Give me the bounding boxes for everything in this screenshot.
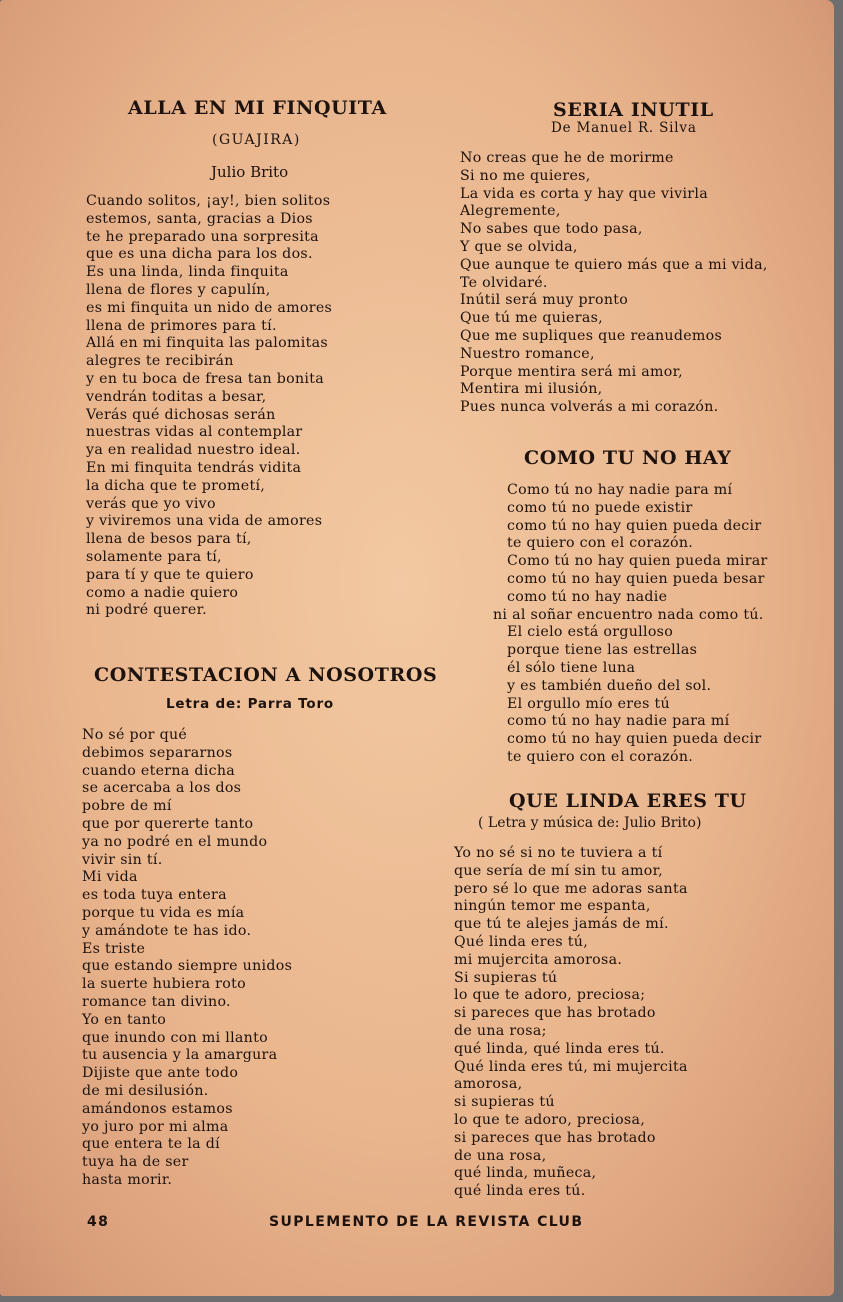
lyric-line: Como tú no hay quien pueda mirar bbox=[507, 553, 768, 570]
song-title-contestacion-a-nosotros: CONTESTACION A NOSOTROS bbox=[94, 664, 438, 686]
lyric-line: te quiero con el corazón. bbox=[507, 535, 694, 552]
lyric-line: Es una linda, linda finquita bbox=[86, 264, 289, 281]
lyric-line: que tú te alejes jamás de mí. bbox=[454, 916, 669, 933]
lyric-line: si pareces que has brotado bbox=[454, 1129, 656, 1146]
lyric-line: si pareces que has brotado bbox=[454, 1005, 656, 1022]
lyric-line: que sería de mí sin tu amor, bbox=[454, 862, 663, 879]
lyric-line: Que tú me quieras, bbox=[460, 310, 603, 327]
lyric-line: él sólo tiene luna bbox=[507, 659, 636, 676]
song-author: De Manuel R. Silva bbox=[551, 120, 697, 136]
lyric-line: y es también dueño del sol. bbox=[507, 677, 712, 694]
lyric-line: qué linda, muñeca, bbox=[454, 1165, 597, 1182]
song-lyrics bbox=[454, 845, 688, 1201]
lyric-line: ningún temor me espanta, bbox=[454, 898, 651, 915]
lyric-line: Mi vida bbox=[82, 869, 138, 886]
lyric-line: debimos separarnos bbox=[82, 744, 233, 761]
lyric-line: de una rosa; bbox=[454, 1022, 547, 1039]
lyric-line: la dicha que te prometí, bbox=[86, 477, 266, 494]
song-author: ( Letra y música de: Julio Brito) bbox=[478, 815, 702, 831]
lyric-line: que estando siempre unidos bbox=[82, 958, 293, 975]
lyric-line: Es triste bbox=[82, 940, 146, 957]
lyric-line: como tú no hay quien pueda decir bbox=[507, 731, 762, 748]
lyric-line: ya no podré en el mundo bbox=[82, 833, 268, 850]
lyric-line: ya en realidad nuestro ideal. bbox=[86, 442, 301, 459]
lyric-line: Pues nunca volverás a mi corazón. bbox=[460, 399, 719, 416]
lyric-line: te he preparado una sorpresita bbox=[86, 228, 319, 245]
lyric-line: Te olvidaré. bbox=[460, 274, 548, 291]
lyric-line: Verás qué dichosas serán bbox=[86, 406, 276, 423]
lyric-line: lo que te adoro, preciosa; bbox=[454, 987, 646, 1004]
lyric-line: ni podré querer. bbox=[86, 602, 207, 619]
lyric-line: que por quererte tanto bbox=[82, 815, 254, 832]
page-number: 48 bbox=[87, 1214, 110, 1230]
lyric-line: lo que te adoro, preciosa, bbox=[454, 1111, 646, 1128]
song-author: Letra de: Parra Toro bbox=[166, 696, 334, 712]
lyric-line: tu ausencia y la amargura bbox=[82, 1047, 278, 1064]
lyric-line: No creas que he de morirme bbox=[460, 150, 674, 166]
lyric-line: ni al soñar encuentro nada como tú. bbox=[493, 606, 764, 623]
lyric-line: Y que se olvida, bbox=[460, 238, 578, 255]
lyric-line: de una rosa, bbox=[454, 1147, 547, 1164]
lyric-line: solamente para tí, bbox=[86, 548, 222, 565]
song-lyrics bbox=[460, 150, 768, 417]
lyric-line: alegres te recibirán bbox=[86, 353, 234, 370]
lyric-line: nuestras vidas al contemplar bbox=[86, 424, 303, 441]
lyric-line: qué linda, qué linda eres tú. bbox=[454, 1040, 665, 1057]
lyric-line: como tú no hay nadie bbox=[507, 588, 668, 605]
lyric-line: Qué linda eres tú, mi mujercita bbox=[454, 1058, 688, 1075]
lyric-line: te quiero con el corazón. bbox=[507, 748, 694, 765]
lyric-line: Como tú no hay nadie para mí bbox=[507, 482, 733, 498]
lyric-line: llena de besos para tí, bbox=[86, 531, 252, 548]
lyric-line: amorosa, bbox=[454, 1076, 523, 1093]
lyric-line: como tú no hay quien pueda besar bbox=[507, 570, 765, 587]
song-title-alla-en-mi-finquita: ALLA EN MI FINQUITA bbox=[128, 97, 387, 119]
lyric-line: hasta morir. bbox=[82, 1171, 173, 1188]
song-title-como-tu-no-hay: COMO TU NO HAY bbox=[524, 447, 732, 469]
lyric-line: verás que yo vivo bbox=[86, 495, 216, 512]
lyric-line: que entera te la dí bbox=[82, 1136, 220, 1153]
lyric-line: No sé por qué bbox=[82, 727, 188, 743]
song-lyrics bbox=[82, 727, 292, 1190]
lyric-line: llena de flores y capulín, bbox=[86, 281, 271, 298]
lyric-line: si supieras tú bbox=[454, 1094, 555, 1111]
lyric-line: vendrán toditas a besar, bbox=[86, 388, 267, 405]
lyric-line: porque tu vida es mía bbox=[82, 904, 245, 921]
lyric-line: romance tan divino. bbox=[82, 993, 231, 1010]
lyric-line: como a nadie quiero bbox=[86, 584, 239, 601]
lyric-line: En mi finquita tendrás vidita bbox=[86, 459, 302, 476]
lyric-line: amándonos estamos bbox=[82, 1100, 233, 1117]
lyric-line: vivir sin tí. bbox=[82, 851, 163, 868]
song-author: Julio Brito bbox=[211, 163, 289, 181]
lyric-line: Que me supliques que reanudemos bbox=[460, 327, 723, 344]
lyric-line: llena de primores para tí. bbox=[86, 317, 277, 334]
lyric-line: porque tiene las estrellas bbox=[507, 642, 698, 659]
lyric-line: Que aunque te quiero más que a mi vida, bbox=[460, 256, 768, 273]
lyric-line: yo juro por mi alma bbox=[82, 1118, 229, 1135]
lyric-line: y amándote te has ido. bbox=[82, 922, 252, 939]
lyric-line: Yo no sé si no te tuviera a tí bbox=[454, 845, 663, 861]
lyric-line: como tú no hay nadie para mí bbox=[507, 713, 730, 730]
lyric-line: cuando eterna dicha bbox=[82, 762, 236, 779]
lyric-line: Yo en tanto bbox=[82, 1011, 167, 1028]
lyric-line: se acercaba a los dos bbox=[82, 780, 242, 797]
lyric-line: de mi desilusión. bbox=[82, 1082, 209, 1099]
lyric-line: Dijiste que ante todo bbox=[82, 1065, 239, 1082]
lyric-line: Allá en mi finquita las palomitas bbox=[86, 335, 328, 352]
lyric-line: que es una dicha para los dos. bbox=[86, 246, 313, 263]
lyric-line: Qué linda eres tú, bbox=[454, 933, 589, 950]
lyric-line: No sabes que todo pasa, bbox=[460, 221, 643, 238]
lyric-line: Nuestro romance, bbox=[460, 345, 595, 362]
lyric-line: la suerte hubiera roto bbox=[82, 976, 246, 993]
lyric-line: Porque mentira será mi amor, bbox=[460, 363, 683, 380]
lyric-line: Si no me quieres, bbox=[460, 167, 591, 184]
song-lyrics bbox=[493, 482, 768, 767]
lyric-line: y viviremos una vida de amores bbox=[86, 513, 323, 530]
song-lyrics bbox=[86, 193, 332, 620]
lyric-line: Cuando solitos, ¡ay!, bien solitos bbox=[86, 193, 331, 209]
lyric-line: Inútil será muy pronto bbox=[460, 292, 629, 309]
lyric-line: La vida es corta y hay que vivirla bbox=[460, 185, 708, 202]
lyric-line: para tí y que te quiero bbox=[86, 566, 254, 583]
song-title-que-linda-eres-tu: QUE LINDA ERES TU bbox=[509, 790, 747, 812]
lyric-line: como tú no hay quien pueda decir bbox=[507, 517, 762, 534]
publication-footer: SUPLEMENTO DE LA REVISTA CLUB bbox=[269, 1214, 584, 1230]
lyric-line: y en tu boca de fresa tan bonita bbox=[86, 370, 324, 387]
lyric-line: es mi finquita un nido de amores bbox=[86, 299, 333, 316]
lyric-line: Alegremente, bbox=[460, 203, 561, 220]
lyric-line: Mentira mi ilusión, bbox=[460, 381, 603, 398]
lyric-line: El cielo está orgulloso bbox=[507, 624, 674, 641]
lyric-line: como tú no puede existir bbox=[507, 499, 693, 516]
lyric-line: tuya ha de ser bbox=[82, 1154, 189, 1171]
song-genre: (GUAJIRA) bbox=[212, 132, 301, 148]
lyric-line: pero sé lo que me adoras santa bbox=[454, 880, 688, 897]
lyric-line: pobre de mí bbox=[82, 798, 172, 815]
lyric-line: Si supieras tú bbox=[454, 969, 558, 986]
song-title-seria-inutil: SERIA INUTIL bbox=[553, 99, 714, 121]
lyric-line: estemos, santa, gracias a Dios bbox=[86, 210, 313, 227]
lyric-line: es toda tuya entera bbox=[82, 887, 227, 904]
lyric-line: qué linda eres tú. bbox=[454, 1183, 586, 1200]
lyric-line: que inundo con mi llanto bbox=[82, 1029, 268, 1046]
lyric-line: El orgullo mío eres tú bbox=[507, 695, 670, 712]
lyric-line: mi mujercita amorosa. bbox=[454, 951, 623, 968]
